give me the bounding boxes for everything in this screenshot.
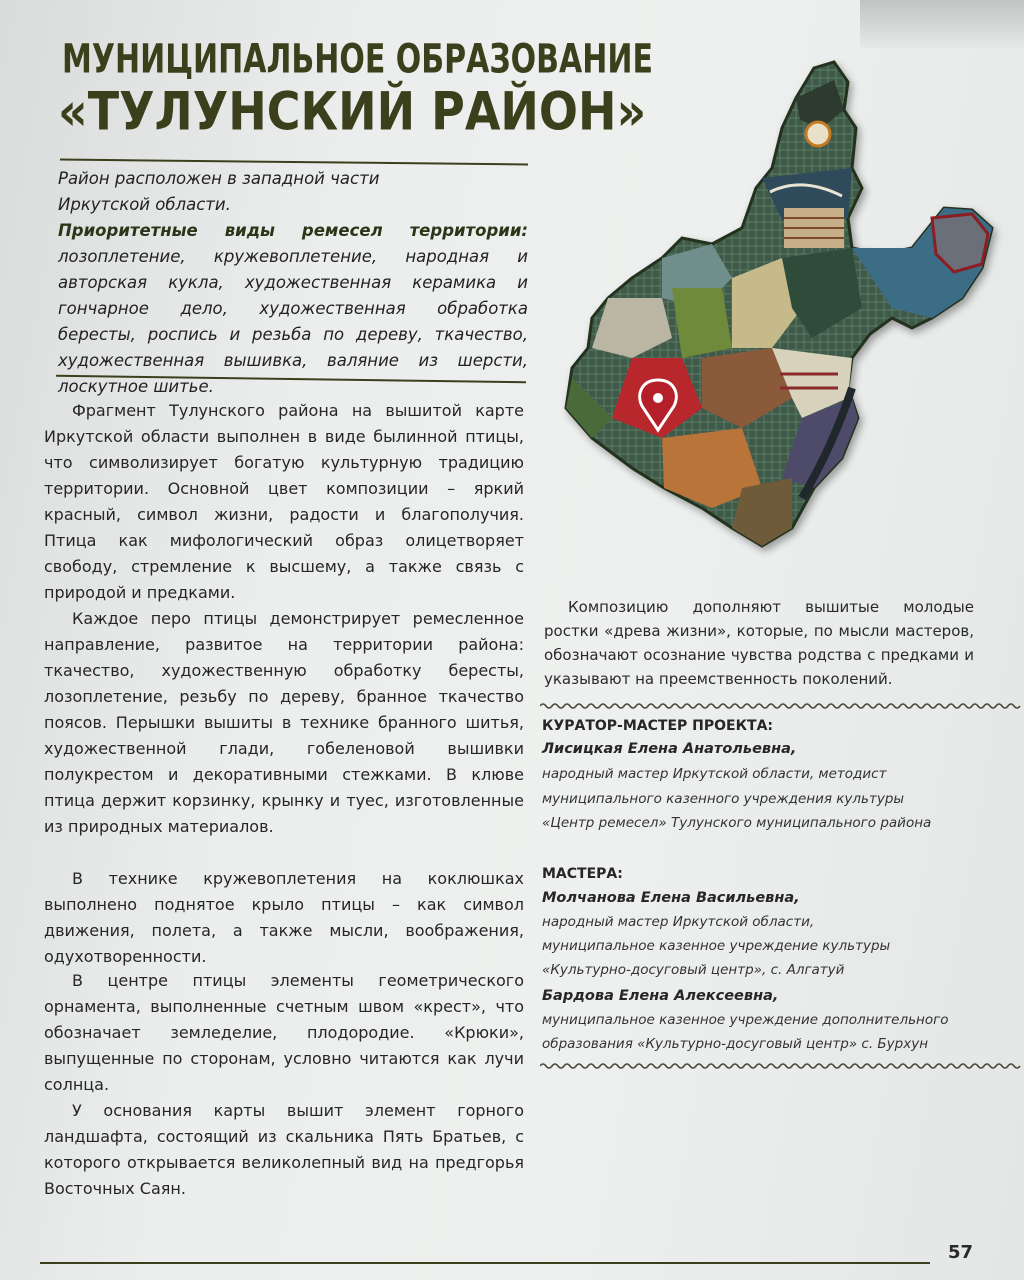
paragraph-1: Фрагмент Тулунского района на вышитой карте Иркутской области выполнен в виде былинной птицы, что символизирует богатую культурную традицию территории. Основной цвет композиции – яркий красный, символ жизни, радости и благополучия. Птица как мифологический образ олицетворяет свободу, стремление к высшему, а также связь с природой и предками. [44,401,524,602]
curator-heading: КУРАТОР-МАСТЕР ПРОЕКТА: [542,718,774,734]
paragraph-2: Каждое перо птицы демонстрирует ремесленное направление, развитое на территории района: ткачество, художественную обработку бересты, лозоплетение, резьбу по дереву, бранное ткачество поясов. Перышки вышиты в технике бранного шитья, художественной глади, гобеленовой вышивки полукрестом и декоративными стежками. В клюве птица держит корзинку, крынку и туес, изготовленные из природных материалов. [44,609,524,836]
curator-line: муниципального казенного учреждения культуры [542,791,905,807]
heading-line-2: «ТУЛУНСКИЙ РАЙОН» [58,80,647,143]
masters-heading: МАСТЕРА: [542,866,623,882]
intro-block [58,166,528,400]
curator-line: «Центр ремесел» Тулунского муниципального района [542,815,932,831]
curator-line: народный мастер Иркутской области, методист [542,766,887,782]
curator-name: Лисицкая Елена Анатольевна, [542,741,797,757]
master-2-name: Бардова Елена Алексеевна, [542,988,779,1004]
master-1-line: народный мастер Иркутской области, [542,914,815,930]
master-2-line: образования «Культурно-досуговый центр» с. Бурхун [542,1036,929,1052]
embroidered-map-image [552,58,1022,558]
page-shadow [860,0,1024,48]
intro-crafts-list: лозоплетение, кружевоплетение, народная и авторская кукла, художественная керамика и гончарное дело, художественная обработка бересты, роспись и резьба по дереву, ткачество, художественная вышивка, валяние из шерсти, лоскутное шитье. [58,247,528,396]
intro-top-rule [60,159,528,166]
wavy-divider-top [540,702,1024,710]
footer-rule [40,1262,930,1264]
right-paragraph: Композицию дополняют вышитые молодые ростки «древа жизни», которые, по мысли мастеров, обозначают осознание чувства родства с предками и указывают на преемственность поколений. [544,598,974,688]
master-1-line: муниципальное казенное учреждение культуры [542,938,891,954]
master-1-name: Молчанова Елена Васильевна, [542,890,800,906]
intro-location-line-2: Иркутской области. [58,195,231,214]
paragraph-3: В технике кружевоплетения на коклюшках выполнено поднятое крыло птицы – как символ движения, полета, а также мысли, воображения, одухотворенности. [44,869,524,966]
sun-ornament [806,122,830,146]
intro-location-line-1: Район расположен в западной части [58,169,380,188]
wavy-divider-bottom [540,1062,1024,1070]
intro-lead: Приоритетные виды ремесел территории: [58,221,528,240]
master-1-line: «Культурно-досуговый центр», с. Алгатуй [542,962,845,978]
intro-crafts [58,218,528,400]
heading-line-1: МУНИЦИПАЛЬНОЕ ОБРАЗОВАНИЕ [62,36,653,84]
master-2-line: муниципальное казенное учреждение дополнительного [542,1012,949,1028]
page-number: 57 [948,1242,974,1263]
paragraph-4: В центре птицы элементы геометрического орнамента, выполненные счетным швом «крест», что обозначает земледелие, плодородие. «Крюки», выпущенные по сторонам, условно читаются как лучи солнца. [44,971,524,1094]
paragraph-5: У основания карты вышит элемент горного ландшафта, состоящий из скальника Пять Братьев, с которого открывается великолепный вид на предгорья Восточных Саян. [44,1101,524,1198]
map-patch [672,288,732,358]
